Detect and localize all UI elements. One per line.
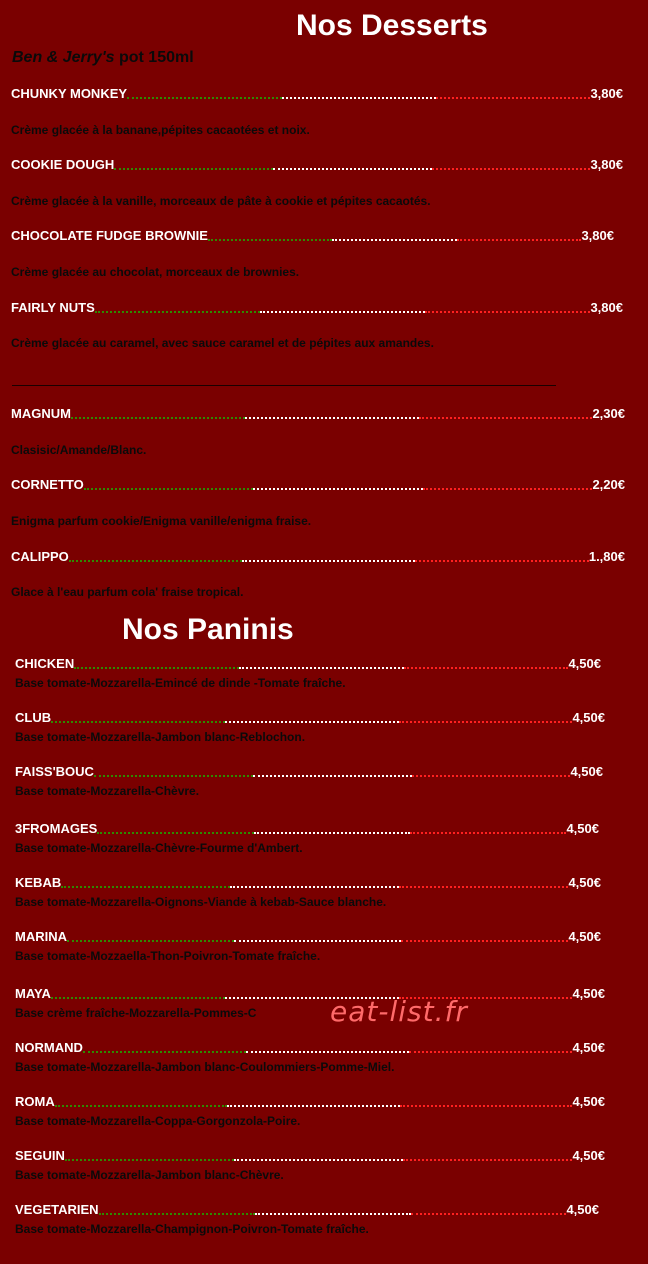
item-price: 4,50€ [572, 1148, 605, 1163]
menu-item-row [11, 299, 623, 317]
item-price: 4,50€ [568, 875, 601, 890]
item-description: Clasisic/Amande/Blanc. [11, 443, 147, 457]
menu-item-row [15, 928, 601, 946]
item-price: 4,50€ [568, 656, 601, 671]
item-price: 3,80€ [590, 157, 623, 172]
menu-item-row [15, 820, 599, 838]
menu-item-row [11, 156, 623, 174]
item-description: Enigma parfum cookie/Enigma vanille/enigma fraise. [11, 514, 312, 528]
menu-item-row [11, 548, 625, 566]
item-name: CHOCOLATE FUDGE BROWNIE [11, 228, 208, 243]
item-description: Base tomate-Mozzarella-Jambon blanc-Chèvre. [15, 1168, 284, 1182]
item-price: 4,50€ [568, 929, 601, 944]
item-name: CORNETTO [11, 477, 84, 492]
item-price: 2,20€ [592, 477, 625, 492]
brand-name: Ben & Jerry's [12, 49, 115, 66]
dot-leader [95, 311, 591, 313]
item-name: MAGNUM [11, 406, 71, 421]
item-price: 4,50€ [566, 1202, 599, 1217]
dot-leader [67, 940, 568, 942]
dot-leader [94, 775, 571, 777]
item-name: CHUNKY MONKEY [11, 86, 128, 101]
dot-leader [69, 560, 589, 562]
item-description: Base tomate-Mozzarella-Champignon-Poivron-Tomate fraîche. [15, 1222, 369, 1236]
paninis-title: Nos Paninis [122, 613, 294, 646]
dot-leader [127, 97, 590, 99]
item-price: 4,50€ [572, 1094, 605, 1109]
dot-leader [74, 667, 568, 669]
menu-item-row [11, 476, 625, 494]
item-name: FAISS'BOUC [15, 764, 94, 779]
item-description: Base tomate-Mozzarella-Oignons-Viande à kebab-Sauce blanche. [15, 895, 387, 909]
menu-item-row [15, 874, 601, 892]
menu-item-row [11, 85, 623, 103]
item-name: MAYA [15, 986, 51, 1001]
item-description: Glace à l'eau parfum cola' fraise tropical. [11, 585, 244, 599]
menu-item-row [15, 763, 603, 781]
item-description: Base tomate-Mozzarella-Emincé de dinde -Tomate fraîche. [15, 676, 346, 690]
item-price: 4,50€ [572, 1040, 605, 1055]
dot-leader [97, 832, 566, 834]
menu-item-row [15, 1147, 605, 1165]
item-description: Crème glacée au caramel, avec sauce caramel et de pépites aux amandes. [11, 336, 434, 350]
item-name: NORMAND [15, 1040, 83, 1055]
item-description: Base tomate-Mozzarella-Coppa-Gorgonzola-Poire. [15, 1114, 301, 1128]
item-name: 3FROMAGES [15, 821, 98, 836]
dot-leader [55, 1105, 573, 1107]
dot-leader [114, 168, 590, 170]
item-price: 3,80€ [581, 228, 614, 243]
item-description: Base tomate-Mozzarella-Jambon blanc-Coulommiers-Pomme-Miel. [15, 1060, 395, 1074]
item-price: 3,80€ [590, 86, 623, 101]
menu-item-row [15, 1039, 605, 1057]
item-name: CHICKEN [15, 656, 75, 671]
item-price: 1.,80€ [588, 549, 625, 564]
item-name: CLUB [15, 710, 52, 725]
dot-leader [71, 417, 593, 419]
dot-leader [65, 1159, 573, 1161]
dot-leader [61, 886, 568, 888]
dot-leader [83, 1051, 573, 1053]
dot-leader [99, 1213, 567, 1215]
pot-size: pot 150ml [114, 49, 194, 66]
item-name: MARINA [15, 929, 67, 944]
item-name: COOKIE DOUGH [11, 157, 115, 172]
menu-item-row [15, 1201, 599, 1219]
item-description: Crème glacée au chocolat, morceaux de brownies. [11, 265, 300, 279]
item-description: Base crème fraîche-Mozzarella-Pommes-C [15, 1006, 257, 1020]
item-description: Crème glacée à la banane,pépites cacaotées et noix. [11, 123, 310, 137]
item-price: 4,50€ [572, 710, 605, 725]
dot-leader [84, 488, 593, 490]
menu-item-row [15, 985, 605, 1003]
item-name: VEGETARIEN [15, 1202, 99, 1217]
item-price: 3,80€ [590, 300, 623, 315]
item-name: CALIPPO [11, 549, 69, 564]
watermark: eat-list.fr [330, 995, 468, 1028]
menu-item-row [11, 405, 625, 423]
dot-leader [51, 721, 572, 723]
item-name: KEBAB [15, 875, 62, 890]
menu-item-row [15, 655, 601, 673]
item-price: 4,50€ [570, 764, 603, 779]
item-description: Base tomate-Mozzarella-Chèvre. [15, 784, 200, 798]
item-name: FAIRLY NUTS [11, 300, 95, 315]
item-price: 4,50€ [572, 986, 605, 1001]
dot-leader [208, 239, 582, 241]
desserts-title: Nos Desserts [296, 9, 488, 42]
item-price: 4,50€ [566, 821, 599, 836]
menu-item-row [15, 1093, 605, 1111]
item-description: Crème glacée à la vanille, morceaux de pâte à cookie et pépites cacaotés. [11, 194, 431, 208]
menu-item-row [11, 227, 614, 245]
section-divider [12, 385, 556, 386]
menu-item-row [15, 709, 605, 727]
item-description: Base tomate-Mozzarella-Chèvre-Fourme d'Ambert. [15, 841, 303, 855]
dot-leader [51, 997, 573, 999]
item-name: SEGUIN [15, 1148, 65, 1163]
item-price: 2,30€ [592, 406, 625, 421]
item-description: Base tomate-Mozzaella-Thon-Poivron-Tomate fraîche. [15, 949, 321, 963]
desserts-subtitle [12, 48, 194, 68]
item-name: ROMA [15, 1094, 55, 1109]
item-description: Base tomate-Mozzarella-Jambon blanc-Reblochon. [15, 730, 306, 744]
